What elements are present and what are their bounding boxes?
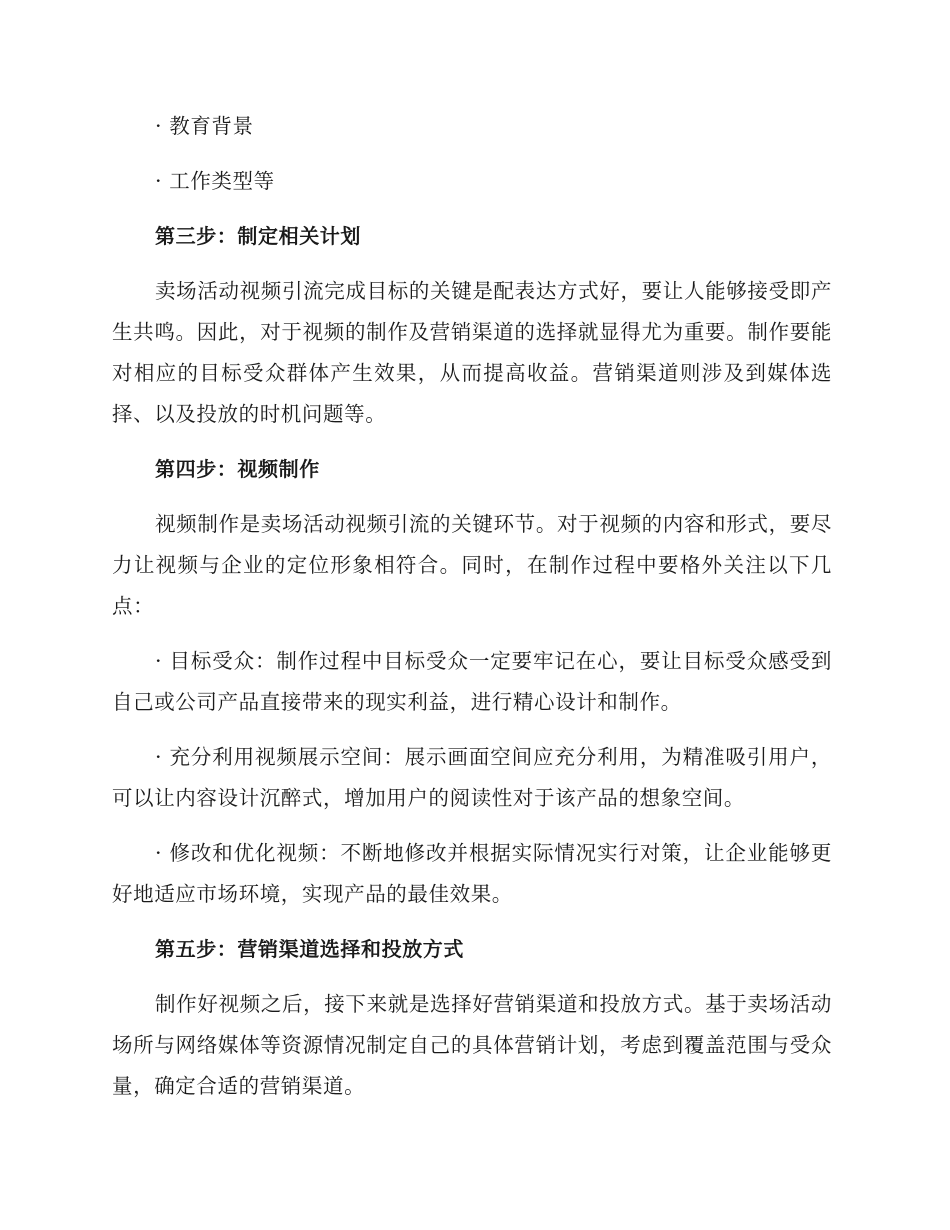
heading-step-four: 第四步：视频制作 <box>155 457 320 481</box>
bullet-target-audience: · 目标受众：制作过程中目标受众一定要牢记在心，要让目标受众感受到自己或公司产品直接带来的现实利益，进行精心设计和制作。 <box>112 649 832 714</box>
bullet-work-type: · 工作类型等 <box>155 169 275 193</box>
bullet-education-background: · 教育背景 <box>155 114 254 138</box>
heading-step-five: 第五步：营销渠道选择和投放方式 <box>155 937 464 961</box>
paragraph-step-four: 视频制作是卖场活动视频引流的关键环节。对于视频的内容和形式，要尽力让视频与企业的定位形象相符合。同时，在制作过程中要格外关注以下几点： <box>112 512 832 618</box>
paragraph-step-three: 卖场活动视频引流完成目标的关键是配表达方式好，要让人能够接受即产生共鸣。因此，对于视频的制作及营销渠道的选择就显得尤为重要。制作要能对相应的目标受众群体产生效果，从而提高收益。营销渠道则涉及到媒体选择、以及投放的时机问题等。 <box>112 279 832 426</box>
bullet-optimize-video: · 修改和优化视频：不断地修改并根据实际情况实行对策，让企业能够更好地适应市场环境，实现产品的最佳效果。 <box>112 841 832 906</box>
heading-step-three: 第三步：制定相关计划 <box>155 224 361 248</box>
paragraph-step-five: 制作好视频之后，接下来就是选择好营销渠道和投放方式。基于卖场活动场所与网络媒体等资源情况制定自己的具体营销计划，考虑到覆盖范围与受众量，确定合适的营销渠道。 <box>112 992 832 1098</box>
bullet-display-space: · 充分利用视频展示空间：展示画面空间应充分利用，为精准吸引用户，可以让内容设计沉醉式，增加用户的阅读性对于该产品的想象空间。 <box>112 745 832 810</box>
document-page <box>112 106 832 1107</box>
